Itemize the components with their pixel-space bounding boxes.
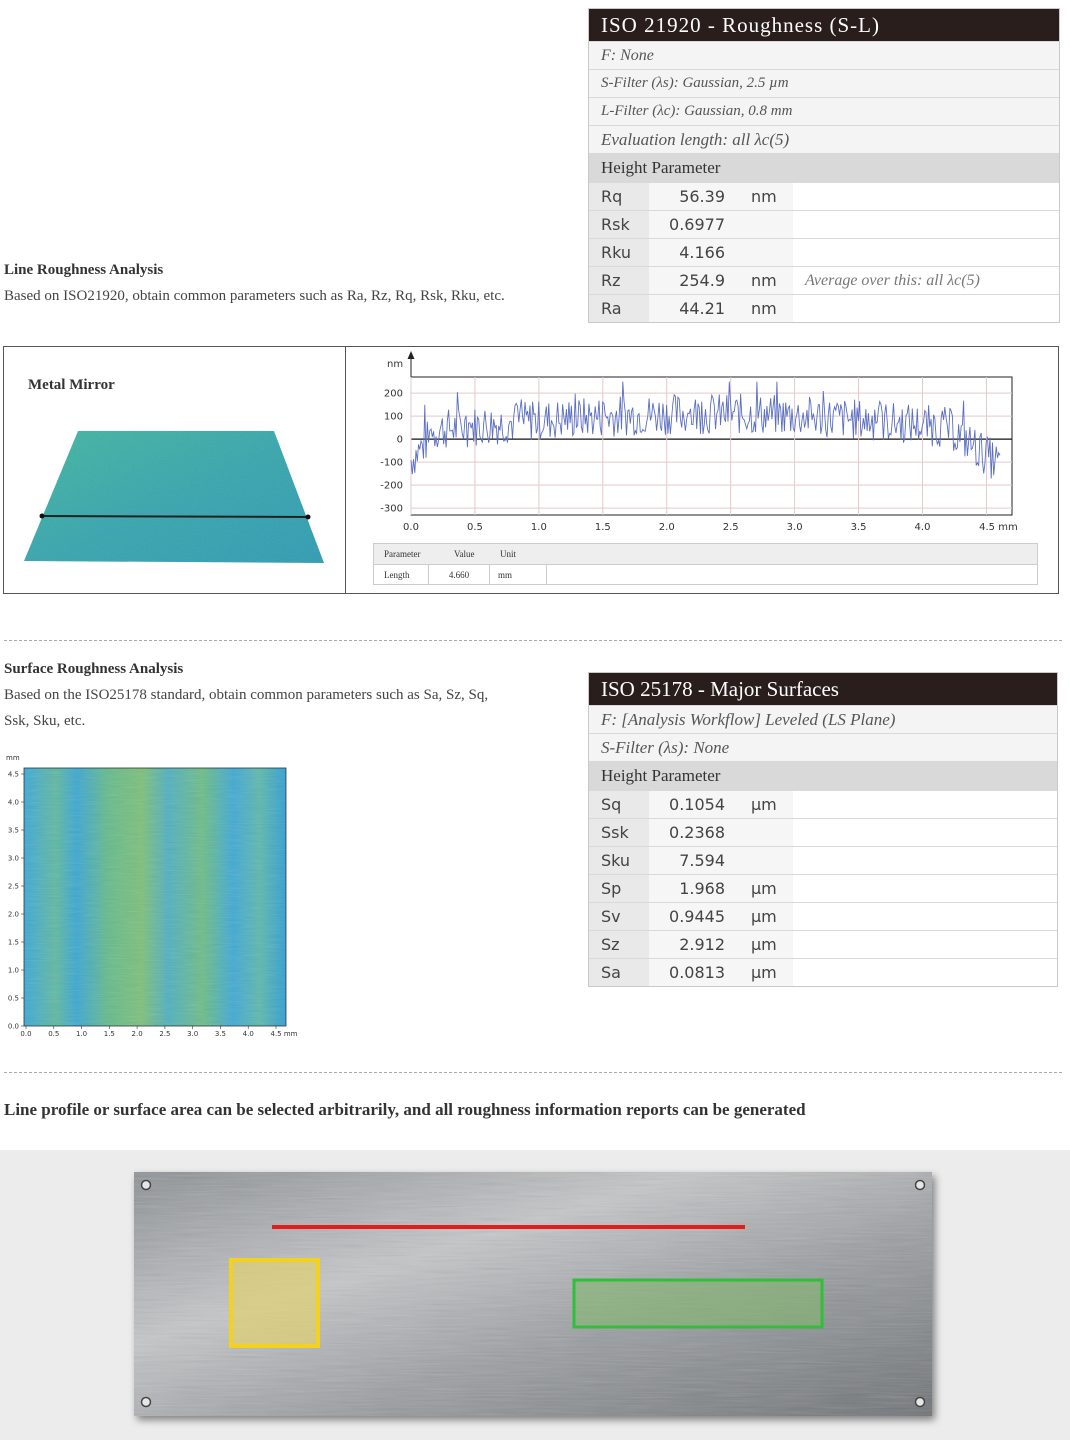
x-tick-label: 3.5 xyxy=(850,522,867,533)
x-tick-label: 3.0 xyxy=(786,522,803,533)
iso25178-row-sq xyxy=(589,790,1057,818)
iso21920-row-rsk xyxy=(589,210,1059,238)
x-tick-label: 4.5 mm xyxy=(979,522,1018,533)
surface-section-title: Surface Roughness Analysis xyxy=(4,661,184,677)
surface-height-map xyxy=(4,752,304,1044)
param-value: 0.1054 xyxy=(649,791,739,818)
iso25178-row-ssk xyxy=(589,818,1057,846)
info-header-value: Value xyxy=(454,549,475,559)
param-unit: nm xyxy=(739,295,793,322)
x-tick-label: 2.5 xyxy=(722,522,739,533)
info-length-value: 4.660 xyxy=(429,565,490,585)
map-y-tick-label: 4.5 xyxy=(7,770,19,779)
iso21920-height-label: Height Parameter xyxy=(589,153,1059,182)
map-x-tick-label: 2.0 xyxy=(131,1030,143,1038)
map-y-tick-label: 1.0 xyxy=(7,966,19,975)
profile-line-start xyxy=(40,514,45,519)
map-y-tick-label: 2.5 xyxy=(7,882,19,891)
metal-mirror-image xyxy=(18,425,338,565)
param-unit xyxy=(739,239,793,266)
param-name: Sku xyxy=(589,847,649,874)
y-tick-label: -300 xyxy=(380,503,403,515)
param-unit: µm xyxy=(739,791,793,818)
map-x-tick-label: 4.5 mm xyxy=(270,1030,298,1038)
iso21920-filter-f: F: None xyxy=(589,41,1059,69)
iso21920-row-ra xyxy=(589,294,1059,322)
param-unit: nm xyxy=(739,267,793,294)
profile-info-table xyxy=(373,543,1038,585)
param-unit: µm xyxy=(739,903,793,930)
metal-plate-image xyxy=(120,1162,950,1434)
param-unit: µm xyxy=(739,959,793,986)
iso21920-filter-s: S-Filter (λs): Gaussian, 2.5 µm xyxy=(589,69,1059,97)
mirror-texture xyxy=(24,431,324,563)
map-y-tick-label: 2.0 xyxy=(7,910,19,919)
map-unit-label: mm xyxy=(6,754,20,762)
param-value: 2.912 xyxy=(649,931,739,958)
surface-section-desc-2: Ssk, Sku, etc. xyxy=(4,713,86,729)
y-axis-arrow-icon xyxy=(408,351,415,359)
map-y-tick-label: 1.5 xyxy=(7,938,19,947)
iso25178-height-label: Height Parameter xyxy=(589,761,1057,790)
map-x-tick-label: 4.0 xyxy=(242,1030,254,1038)
param-name: Sv xyxy=(589,903,649,930)
iso21920-row-rq xyxy=(589,182,1059,210)
param-value: 44.21 xyxy=(649,295,739,322)
info-length-label: Length xyxy=(374,565,429,585)
iso25178-row-sp xyxy=(589,874,1057,902)
iso25178-filter-f: F: [Analysis Workflow] Leveled (LS Plane) xyxy=(589,705,1057,733)
divider-1 xyxy=(4,640,1062,641)
y-tick-label: 100 xyxy=(383,411,403,423)
bottom-caption: Line profile or surface area can be selected arbitrarily, and all roughness information reports can be generated xyxy=(4,1100,806,1119)
iso21920-filter-l: L-Filter (λc): Gaussian, 0.8 mm xyxy=(589,97,1059,125)
param-value: 0.2368 xyxy=(649,819,739,846)
sample-label: Metal Mirror xyxy=(28,377,115,393)
profile-line xyxy=(42,516,308,517)
y-unit-label: nm xyxy=(387,359,404,370)
param-value: 0.0813 xyxy=(649,959,739,986)
param-name: Sz xyxy=(589,931,649,958)
divider-2 xyxy=(4,1072,1062,1073)
param-name: Sq xyxy=(589,791,649,818)
map-y-tick-label: 4.0 xyxy=(7,798,19,807)
info-header-unit: Unit xyxy=(500,549,517,559)
param-unit xyxy=(739,819,793,846)
map-x-tick-label: 2.5 xyxy=(159,1030,171,1038)
param-name: Sa xyxy=(589,959,649,986)
param-value: 56.39 xyxy=(649,183,739,210)
screw-icon xyxy=(916,1398,925,1407)
y-tick-label: 200 xyxy=(383,388,403,400)
param-name: Sp xyxy=(589,875,649,902)
iso25178-filter-s: S-Filter (λs): None xyxy=(589,733,1057,761)
iso21920-table xyxy=(588,8,1060,323)
param-value: 4.166 xyxy=(649,239,739,266)
iso25178-title: ISO 25178 - Major Surfaces xyxy=(589,673,1057,705)
param-name: Rku xyxy=(589,239,649,266)
param-note xyxy=(793,239,1059,266)
param-unit: µm xyxy=(739,931,793,958)
param-name: Ra xyxy=(589,295,649,322)
screw-icon xyxy=(916,1181,925,1190)
x-tick-label: 2.0 xyxy=(658,522,675,533)
map-x-tick-label: 1.5 xyxy=(103,1030,115,1038)
param-note: Average over this: all λc(5) xyxy=(805,272,980,289)
param-note xyxy=(793,183,1059,210)
param-note xyxy=(793,211,1059,238)
param-name: Rsk xyxy=(589,211,649,238)
param-unit xyxy=(739,847,793,874)
iso25178-row-sa xyxy=(589,958,1057,986)
x-tick-label: 4.0 xyxy=(914,522,931,533)
param-unit: nm xyxy=(739,183,793,210)
param-unit: µm xyxy=(739,875,793,902)
iso21920-eval-length: Evaluation length: all λc(5) xyxy=(589,125,1059,153)
map-y-tick-label: 0.5 xyxy=(7,994,19,1003)
map-x-tick-label: 3.0 xyxy=(187,1030,199,1038)
line-section-desc: Based on ISO21920, obtain common parameters such as Ra, Rz, Rq, Rsk, Rku, etc. xyxy=(4,288,505,304)
param-value: 0.6977 xyxy=(649,211,739,238)
iso25178-row-sv xyxy=(589,902,1057,930)
x-tick-label: 1.5 xyxy=(594,522,611,533)
param-name: Rz xyxy=(589,267,649,294)
y-tick-label: 0 xyxy=(396,434,403,446)
profile-chart xyxy=(349,349,1054,539)
param-value: 0.9445 xyxy=(649,903,739,930)
map-y-tick-label: 0.0 xyxy=(7,1022,19,1031)
param-unit xyxy=(739,211,793,238)
iso25178-row-sku xyxy=(589,846,1057,874)
map-y-tick-label: 3.5 xyxy=(7,826,19,835)
surface-section-desc-1: Based on the ISO25178 standard, obtain common parameters such as Sa, Sz, Sq, xyxy=(4,687,489,703)
param-name: Rq xyxy=(589,183,649,210)
map-x-tick-label: 3.5 xyxy=(214,1030,227,1038)
param-value: 1.968 xyxy=(649,875,739,902)
x-tick-label: 0.0 xyxy=(403,522,419,533)
selected-area-yellow xyxy=(231,1260,318,1346)
param-note xyxy=(793,295,1059,322)
param-value: 7.594 xyxy=(649,847,739,874)
y-tick-label: -100 xyxy=(380,457,403,469)
map-x-tick-label: 0.0 xyxy=(20,1030,32,1038)
iso21920-title: ISO 21920 - Roughness (S-L) xyxy=(589,9,1059,41)
profile-panel xyxy=(3,346,1059,594)
iso21920-row-rz xyxy=(589,266,1059,294)
selected-area-green xyxy=(574,1280,822,1327)
map-x-tick-label: 0.5 xyxy=(48,1030,60,1038)
map-x-tick-label: 1.0 xyxy=(75,1030,88,1038)
x-tick-label: 0.5 xyxy=(466,522,483,533)
info-header-parameter: Parameter xyxy=(384,549,421,559)
screw-icon xyxy=(142,1181,151,1190)
height-map-texture xyxy=(24,768,286,1026)
panel-divider xyxy=(345,347,346,593)
param-name: Ssk xyxy=(589,819,649,846)
param-value: 254.9 xyxy=(649,267,739,294)
profile-line-end xyxy=(306,515,311,520)
line-section-title: Line Roughness Analysis xyxy=(4,262,164,278)
screw-icon xyxy=(142,1398,151,1407)
iso21920-row-rku xyxy=(589,238,1059,266)
y-tick-label: -200 xyxy=(380,480,403,492)
iso25178-row-sz xyxy=(589,930,1057,958)
x-tick-label: 1.0 xyxy=(530,522,547,533)
info-length-unit: mm xyxy=(490,565,547,585)
map-y-tick-label: 3.0 xyxy=(7,854,19,863)
iso25178-table xyxy=(588,672,1058,987)
